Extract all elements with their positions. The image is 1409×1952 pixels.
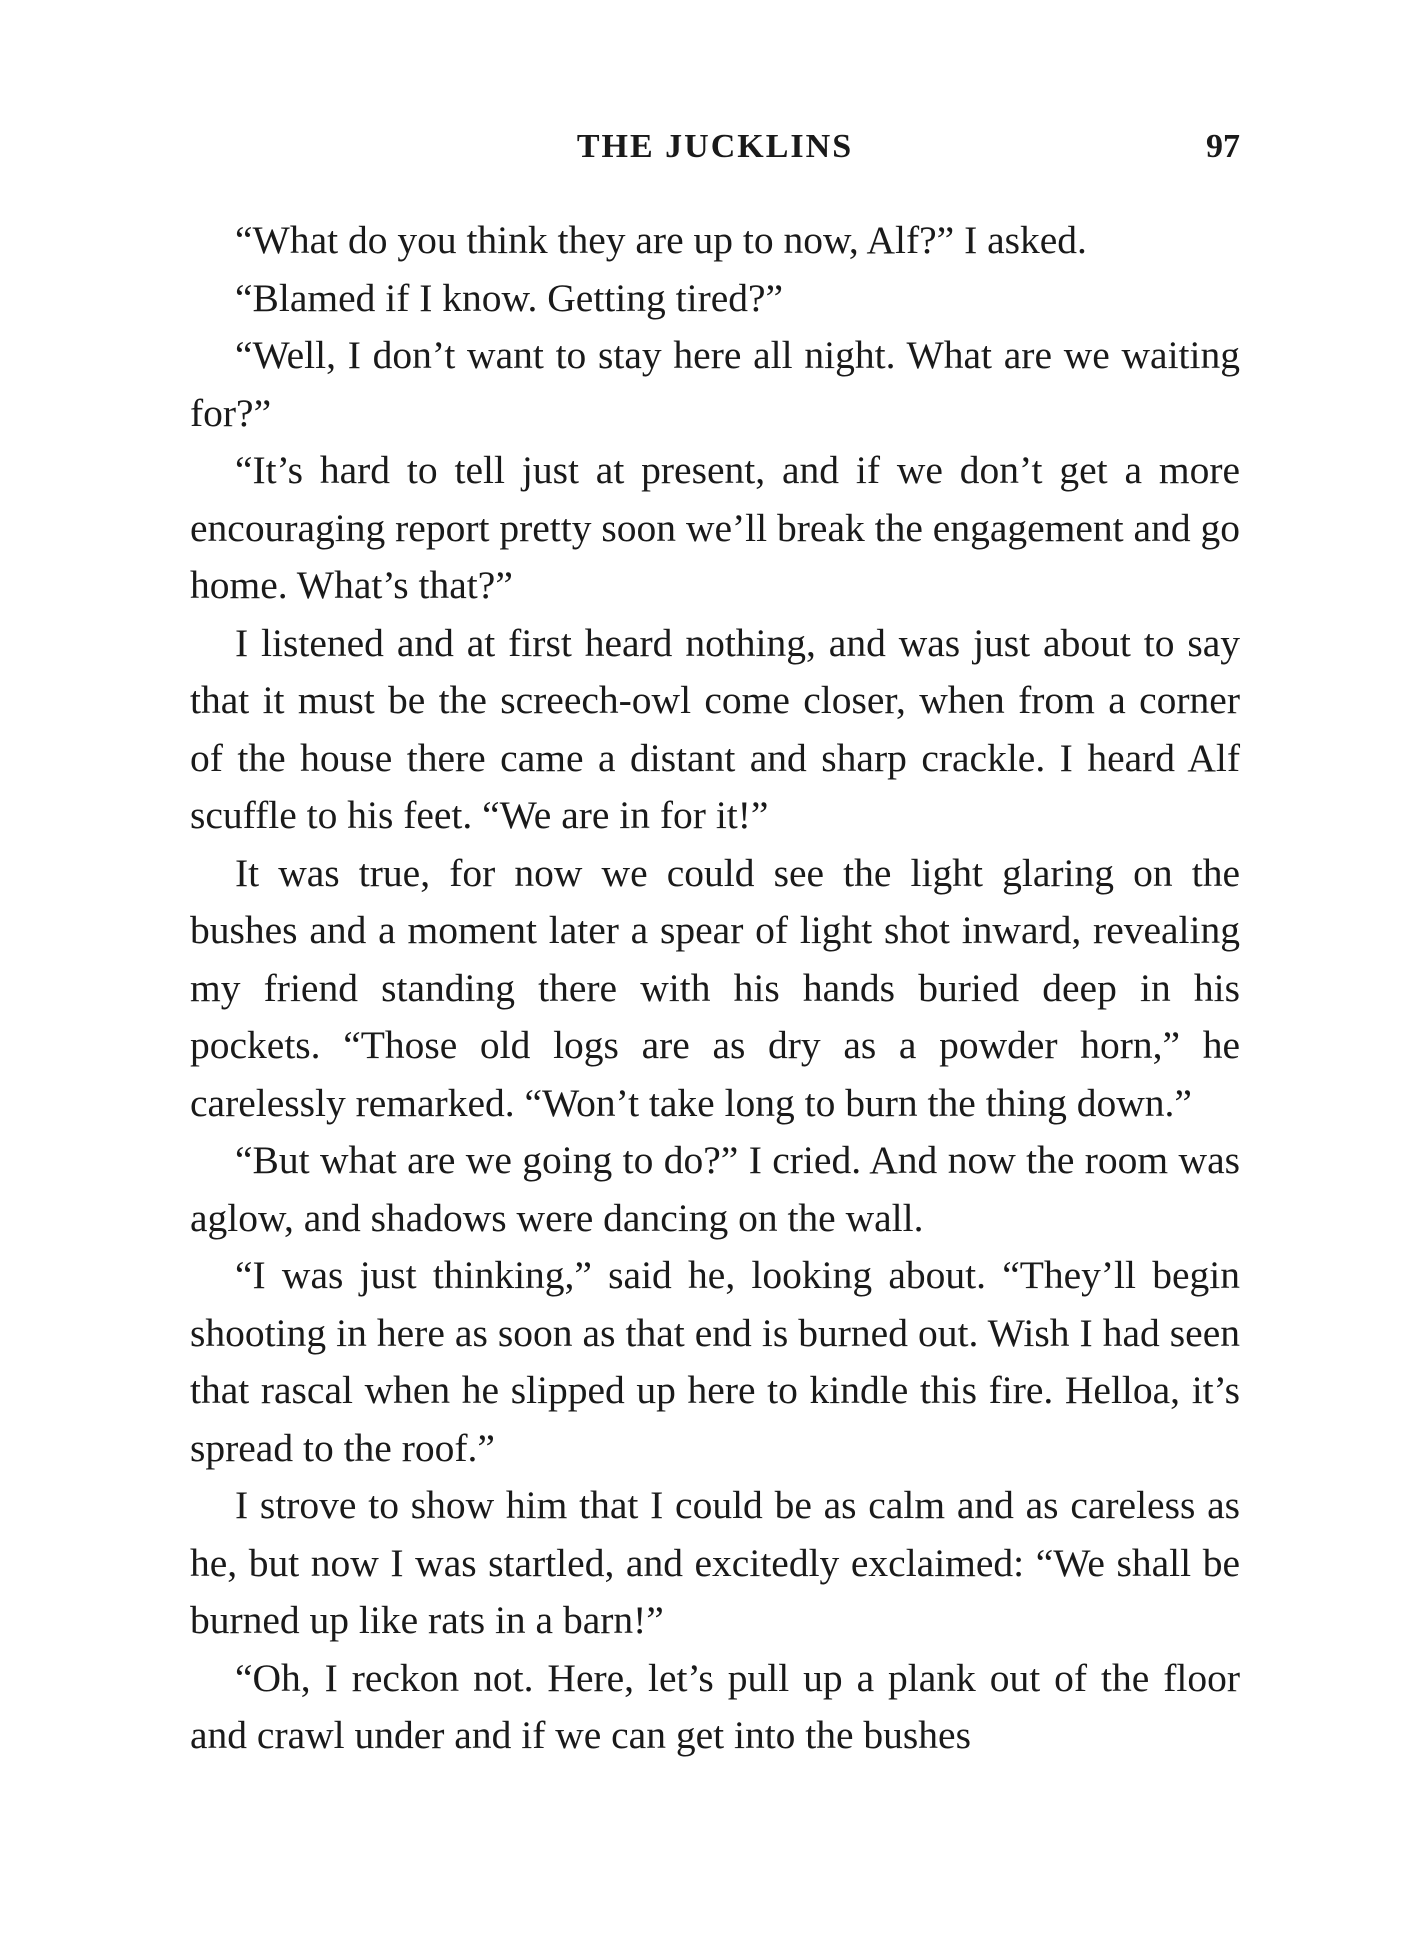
paragraph: “Blamed if I know. Getting tired?” bbox=[235, 275, 784, 320]
paragraph: “What do you think they are up to now, Alf?” I asked. bbox=[235, 218, 1087, 262]
body-text bbox=[190, 212, 1240, 1765]
paragraph: I strove to show him that I could be as calm and as careless as he, but now I was startled, and excitedly exclaimed: “We shall be burned up like rats in a barn!” bbox=[190, 1483, 1240, 1642]
paragraph: “I was just thinking,” said he, looking about. “They’ll begin shooting in here as soon as that end is burned out. Wish I had seen that rascal when he slipped up here to kindle this fire. Helloa, it’s spread to the roof.” bbox=[190, 1253, 1240, 1470]
running-title: THE JUCKLINS bbox=[576, 128, 854, 165]
paragraph: “Well, I don’t want to stay here all night. What are we waiting for?” bbox=[190, 333, 1240, 435]
paragraph: It was true, for now we could see the light glaring on the bushes and a moment later a spear of light shot inward, revealing my friend standing there with his hands buried deep in his pockets. “Those old logs are as dry as a powder horn,” he carelessly remarked. “Won’t take long to burn the thing down.” bbox=[190, 850, 1240, 1125]
page-number: 97 bbox=[1206, 128, 1240, 165]
paragraph: I listened and at first heard nothing, and was just about to say that it must be the screech-owl come closer, when from a corner of the house there came a distant and sharp crackle. I heard Alf scuffle to his feet. “We are in for it!” bbox=[190, 620, 1240, 837]
running-head bbox=[190, 128, 1240, 172]
paragraph: “Oh, I reckon not. Here, let’s pull up a plank out of the floor and crawl under and if we can get into the bushes bbox=[190, 1655, 1240, 1757]
paragraph: “But what are we going to do?” I cried. And now the room was aglow, and shadows were dancing on the wall. bbox=[190, 1138, 1240, 1240]
paragraph: “It’s hard to tell just at present, and if we don’t get a more encouraging report pretty soon we’ll break the engagement and go home. What’s that?” bbox=[190, 448, 1240, 607]
